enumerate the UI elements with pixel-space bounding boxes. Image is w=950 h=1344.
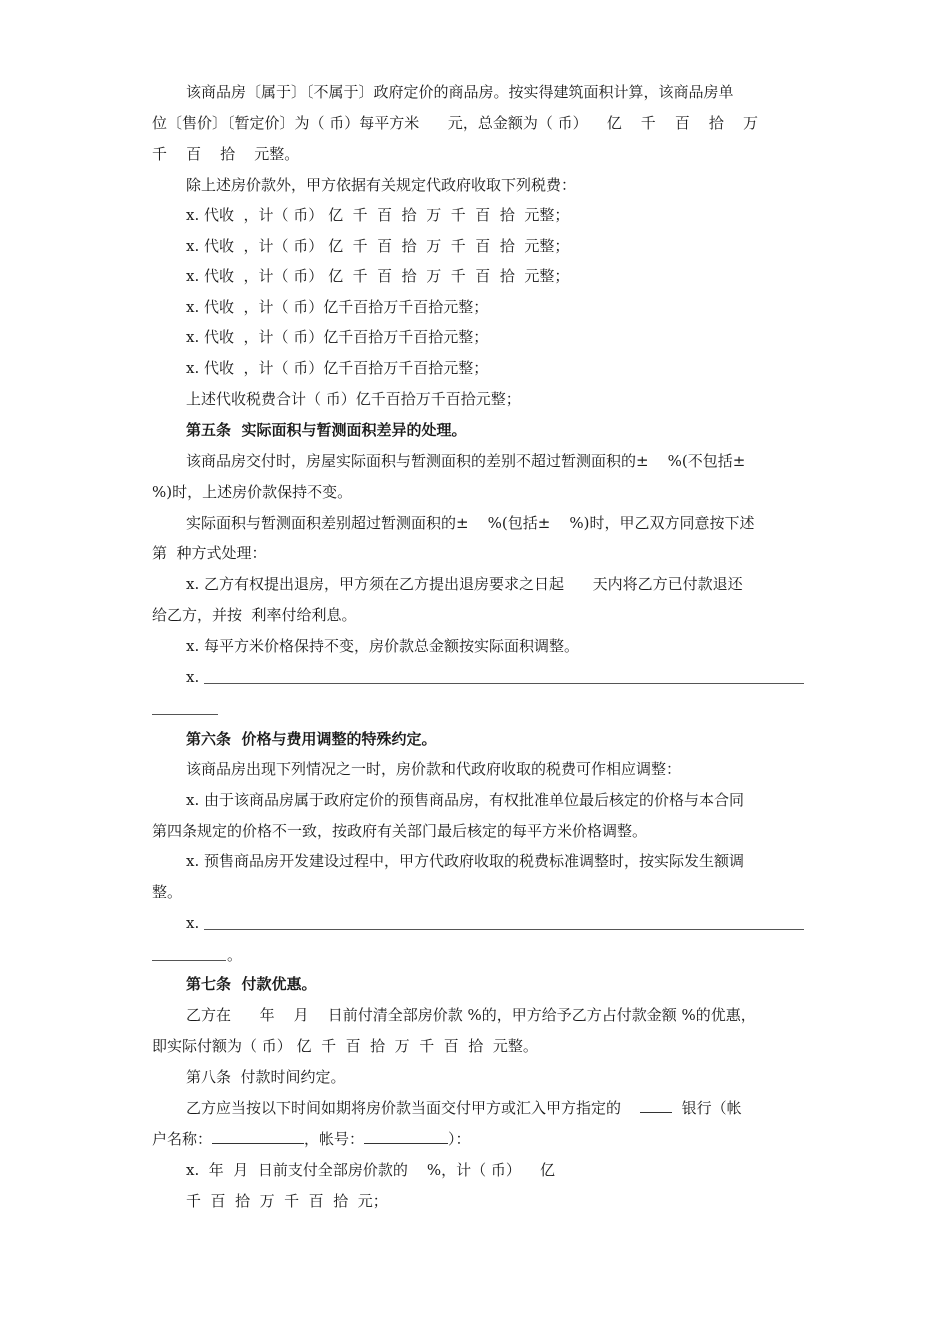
tax-item: x. 代收 ，计（ 币） 亿 千 百 拾 万 千 百 拾 元整； bbox=[186, 237, 570, 255]
article-5-option-1-line-1: x. 乙方有权提出退房，甲方须在乙方提出退房要求之日起 天内将乙方已付款退还 bbox=[186, 575, 743, 593]
article-5-option-1-line-2: 给乙方，并按 利率付给利息。 bbox=[152, 606, 357, 624]
tax-item: x. 代收 ，计（ 币）亿千百拾万千百拾元整； bbox=[186, 328, 489, 346]
tax-total: 上述代收税费合计（ 币）亿千百拾万千百拾元整； bbox=[186, 390, 521, 408]
article-7-heading: 第七条 付款优惠。 bbox=[186, 975, 317, 993]
article-6-option-3: x. bbox=[186, 914, 200, 932]
tax-item: x. 代收 ，计（ 币） 亿 千 百 拾 万 千 百 拾 元整； bbox=[186, 206, 570, 224]
account-name-blank bbox=[212, 1129, 304, 1144]
article-8-line-1-text: 乙方应当按以下时间如期将房价款当面交付甲方或汇入甲方指定的 bbox=[186, 1099, 622, 1117]
payment-item-1-line-2: 千 百 拾 万 千 百 拾 元； bbox=[186, 1192, 388, 1210]
article-5-option-2: x. 每平方米价格保持不变，房价款总金额按实际面积调整。 bbox=[186, 637, 579, 655]
payment-item-1-line-1: x. 年 月 日前支付全部房价款的 %，计（ 币） 亿 bbox=[186, 1161, 556, 1179]
price-clause-line-1: 该商品房〔属于〕〔不属于〕政府定价的商品房。按实得建筑面积计算，该商品房单 bbox=[186, 83, 734, 101]
article-6-option-2-line-1: x. 预售商品房开发建设过程中，甲方代政府收取的税费标准调整时，按实际发生额调 bbox=[186, 852, 744, 870]
article-7-line-1: 乙方在 年 月 日前付清全部房价款 %的，甲方给予乙方占付款金额 %的优惠， bbox=[186, 1006, 756, 1024]
article-8-line-2-tail: ）： bbox=[448, 1130, 471, 1148]
article-6-heading: 第六条 价格与费用调整的特殊约定。 bbox=[186, 730, 437, 748]
tax-item: x. 代收 ，计（ 币）亿千百拾万千百拾元整； bbox=[186, 359, 489, 377]
article-6-intro: 该商品房出现下列情况之一时，房价款和代政府收取的税费可作相应调整： bbox=[186, 760, 682, 778]
article-6-option-1-line-1: x. 由于该商品房属于政府定价的预售商品房，有权批准单位最后核定的价格与本合同 bbox=[186, 791, 744, 809]
article-8-heading: 第八条 付款时间约定。 bbox=[186, 1068, 346, 1086]
price-clause-line-3: 千 百 拾 元整。 bbox=[152, 145, 300, 163]
article-5-para-2-line-1: 实际面积与暂测面积差别超过暂测面积的± %(包括± %)时，甲乙双方同意按下述 bbox=[186, 514, 755, 532]
article-8-line-1-tail: 银行（帐 bbox=[681, 1099, 742, 1117]
article-5-heading: 第五条 实际面积与暂测面积差异的处理。 bbox=[186, 421, 467, 439]
article-5-para-1-line-1: 该商品房交付时，房屋实际面积与暂测面积的差别不超过暂测面积的± %(不包括± bbox=[186, 452, 746, 470]
article-5-option-3: x. bbox=[186, 668, 200, 686]
fill-in-line bbox=[152, 714, 218, 715]
article-6-option-2-line-2: 整。 bbox=[152, 883, 183, 901]
article-6-option-1-line-2: 第四条规定的价格不一致，按政府有关部门最后核定的每平方米价格调整。 bbox=[152, 822, 648, 840]
account-number-blank bbox=[364, 1129, 448, 1144]
account-name-label: 户名称： bbox=[152, 1130, 213, 1148]
article-5-para-2-line-2: 第 种方式处理： bbox=[152, 544, 267, 562]
fill-in-line bbox=[152, 960, 226, 961]
article-8-line-1 bbox=[186, 1098, 812, 1118]
tax-item: x. 代收 ，计（ 币）亿千百拾万千百拾元整； bbox=[186, 298, 489, 316]
fill-in-line bbox=[204, 929, 804, 930]
tax-intro: 除上述房价款外，甲方依据有关规定代政府收取下列税费： bbox=[186, 176, 577, 194]
article-8-line-2 bbox=[152, 1129, 812, 1149]
article-7-line-2: 即实际付额为（ 币） 亿 千 百 拾 万 千 百 拾 元整。 bbox=[152, 1037, 538, 1055]
account-number-label: ，帐号： bbox=[304, 1130, 365, 1148]
article-6-option-3-end: 。 bbox=[227, 946, 243, 964]
price-clause-line-2: 位〔售价〕〔暂定价〕为（ 币）每平方米 元，总金额为（ 币） 亿 千 百 拾 万 bbox=[152, 114, 759, 132]
bank-name-blank bbox=[640, 1098, 672, 1113]
tax-item: x. 代收 ，计（ 币） 亿 千 百 拾 万 千 百 拾 元整； bbox=[186, 267, 570, 285]
article-5-para-1-line-2: %)时，上述房价款保持不变。 bbox=[152, 483, 353, 501]
fill-in-line bbox=[204, 683, 804, 684]
